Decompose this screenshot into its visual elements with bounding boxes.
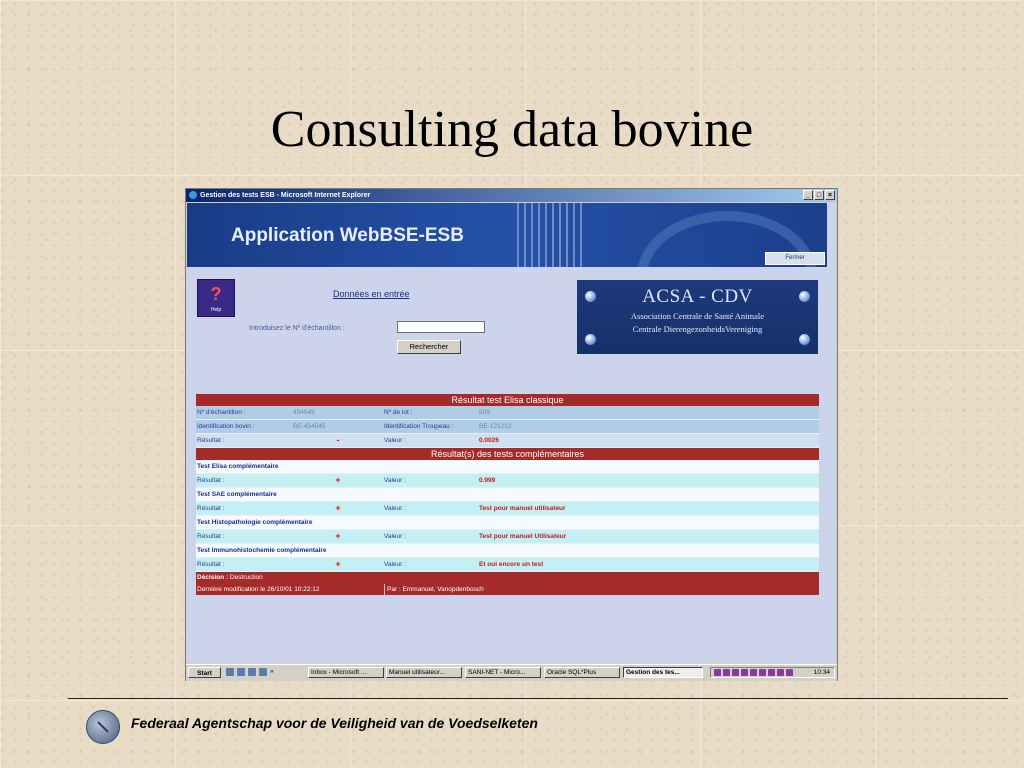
quick-launch [226, 668, 274, 676]
result-label: Résultat : [197, 505, 225, 512]
table-row [196, 558, 819, 572]
slide-title: Consulting data bovine [270, 101, 754, 158]
acsa-cdv-logo [577, 280, 818, 354]
tray-icon[interactable] [723, 669, 730, 676]
app-icon[interactable] [248, 668, 256, 676]
herd-id-value: BE-121212 [479, 423, 512, 430]
result-value: - [336, 435, 340, 445]
results-table [196, 394, 819, 595]
test-name: Test Elisa complémentaire [197, 463, 279, 470]
result-value: + [335, 503, 341, 513]
test-heading [196, 460, 819, 474]
decision-value: Destruction [229, 574, 263, 581]
minimize-button[interactable]: _ [803, 190, 813, 200]
table-row [196, 406, 819, 420]
value-value: 0.999 [479, 477, 496, 484]
modification-author: Par : Emmanuel, Vanopdenbosch [387, 586, 484, 593]
value-value: 0.0026 [479, 437, 499, 444]
tray-icon[interactable] [741, 669, 748, 676]
app-header [187, 203, 827, 267]
mail-icon[interactable] [259, 668, 267, 676]
tray-icon[interactable] [768, 669, 775, 676]
decision-row [196, 572, 819, 584]
agency-logo-icon [86, 710, 120, 744]
help-icon[interactable]: ? Help [197, 279, 235, 317]
header-decoration [517, 203, 587, 267]
search-button[interactable]: Rechercher [397, 340, 461, 354]
table-row [196, 420, 819, 434]
close-app-button[interactable]: Fermer [765, 252, 825, 265]
test-heading [196, 516, 819, 530]
tray-icon[interactable] [786, 669, 793, 676]
logo-line-1: Association Centrale de Santé Animale [630, 311, 765, 321]
window-title: Gestion des tests ESB - Microsoft Internet Explorer [200, 192, 371, 199]
windows-taskbar [186, 664, 837, 681]
globe-icon [799, 334, 810, 345]
table-row [196, 474, 819, 488]
elisa-header: Résultat test Elisa classique [196, 394, 819, 406]
value-label: Valeur : [384, 437, 406, 444]
globe-icon [585, 291, 596, 302]
result-label: Résultat : [197, 533, 225, 540]
value-value: Test pour manuel utilisateur [479, 505, 566, 512]
result-value: + [335, 475, 341, 485]
tray-icon[interactable] [750, 669, 757, 676]
globe-icon [799, 291, 810, 302]
browser-icon[interactable] [237, 668, 245, 676]
complementary-header: Résultat(s) des tests complémentaires [196, 448, 819, 460]
value-label: Valeur : [384, 533, 406, 540]
bovine-id-value: BE-454545 [293, 423, 326, 430]
bovine-id-label: Identification bovin : [197, 423, 255, 430]
value-label: Valeur : [384, 477, 406, 484]
desktop-icon[interactable] [226, 668, 234, 676]
table-row [196, 502, 819, 516]
value-label: Valeur : [384, 561, 406, 568]
input-data-link[interactable]: Données en entrée [333, 289, 410, 299]
close-button[interactable]: × [825, 190, 835, 200]
result-value: + [335, 559, 341, 569]
sample-number-input[interactable] [397, 321, 485, 333]
result-label: Résultat : [197, 437, 225, 444]
window-titlebar[interactable] [186, 189, 837, 202]
value-value: Test pour manuel Utilisateur [479, 533, 567, 540]
taskbar-item-sani-net[interactable]: SANI-NET - Micro... [465, 667, 541, 678]
sample-number-label: Introduisez le Nº d'échantillon : [249, 325, 345, 332]
table-row [196, 434, 819, 448]
tray-icon[interactable] [732, 669, 739, 676]
value-value: Et oui encore un test [479, 561, 544, 568]
decision-label: Décision : [197, 574, 229, 581]
taskbar-item-gestion[interactable]: Gestion des tes... [623, 667, 703, 678]
modification-date: Dernière modification le 26/10/01 10:22:12 [196, 584, 385, 595]
browser-window [185, 188, 838, 681]
footer-divider [68, 698, 1008, 699]
modification-row [196, 584, 819, 595]
tray-icon[interactable] [777, 669, 784, 676]
sample-no-label: Nº d'échantillon : [197, 409, 246, 416]
tray-icon[interactable] [759, 669, 766, 676]
clock: 10:34 [813, 669, 830, 676]
footer-text: Federaal Agentschap voor de Veiligheid van de Voedselketen [131, 715, 538, 731]
maximize-button[interactable]: □ [814, 190, 824, 200]
internet-explorer-icon [189, 191, 197, 199]
test-heading [196, 544, 819, 558]
logo-line-2: Centrale DierengezonheidsVereniging [632, 324, 763, 334]
result-label: Résultat : [197, 561, 225, 568]
taskbar-item-inbox[interactable]: Inbox - Microsoft ... [308, 667, 384, 678]
taskbar-item-oracle[interactable]: Oracle SQL*Plus [544, 667, 620, 678]
lot-value: 509 [479, 409, 490, 416]
app-title: Application WebBSE-ESB [231, 225, 464, 246]
test-name: Test SAE complémentaire [197, 491, 277, 498]
test-name: Test Immunohistochemie complémentaire [197, 547, 327, 554]
start-button[interactable]: Start [188, 667, 221, 678]
table-row [196, 530, 819, 544]
system-tray [710, 667, 835, 678]
result-value: + [335, 531, 341, 541]
result-label: Résultat : [197, 477, 225, 484]
lot-label: Nº de lot : [384, 409, 413, 416]
globe-icon [585, 334, 596, 345]
help-label: Help [210, 307, 222, 313]
test-name: Test Histopathologie complémentaire [197, 519, 313, 526]
tray-icon[interactable] [714, 669, 721, 676]
herd-id-label: Identification Troupeau : [384, 423, 454, 430]
web-page [187, 203, 836, 663]
overflow-chevron-icon[interactable]: » [270, 668, 274, 675]
logo-title: ACSA - CDV [642, 286, 753, 307]
value-label: Valeur : [384, 505, 406, 512]
test-heading [196, 488, 819, 502]
sample-no-value: 454545 [293, 409, 315, 416]
taskbar-item-manuel[interactable]: Manuel utilisateur... [386, 667, 462, 678]
